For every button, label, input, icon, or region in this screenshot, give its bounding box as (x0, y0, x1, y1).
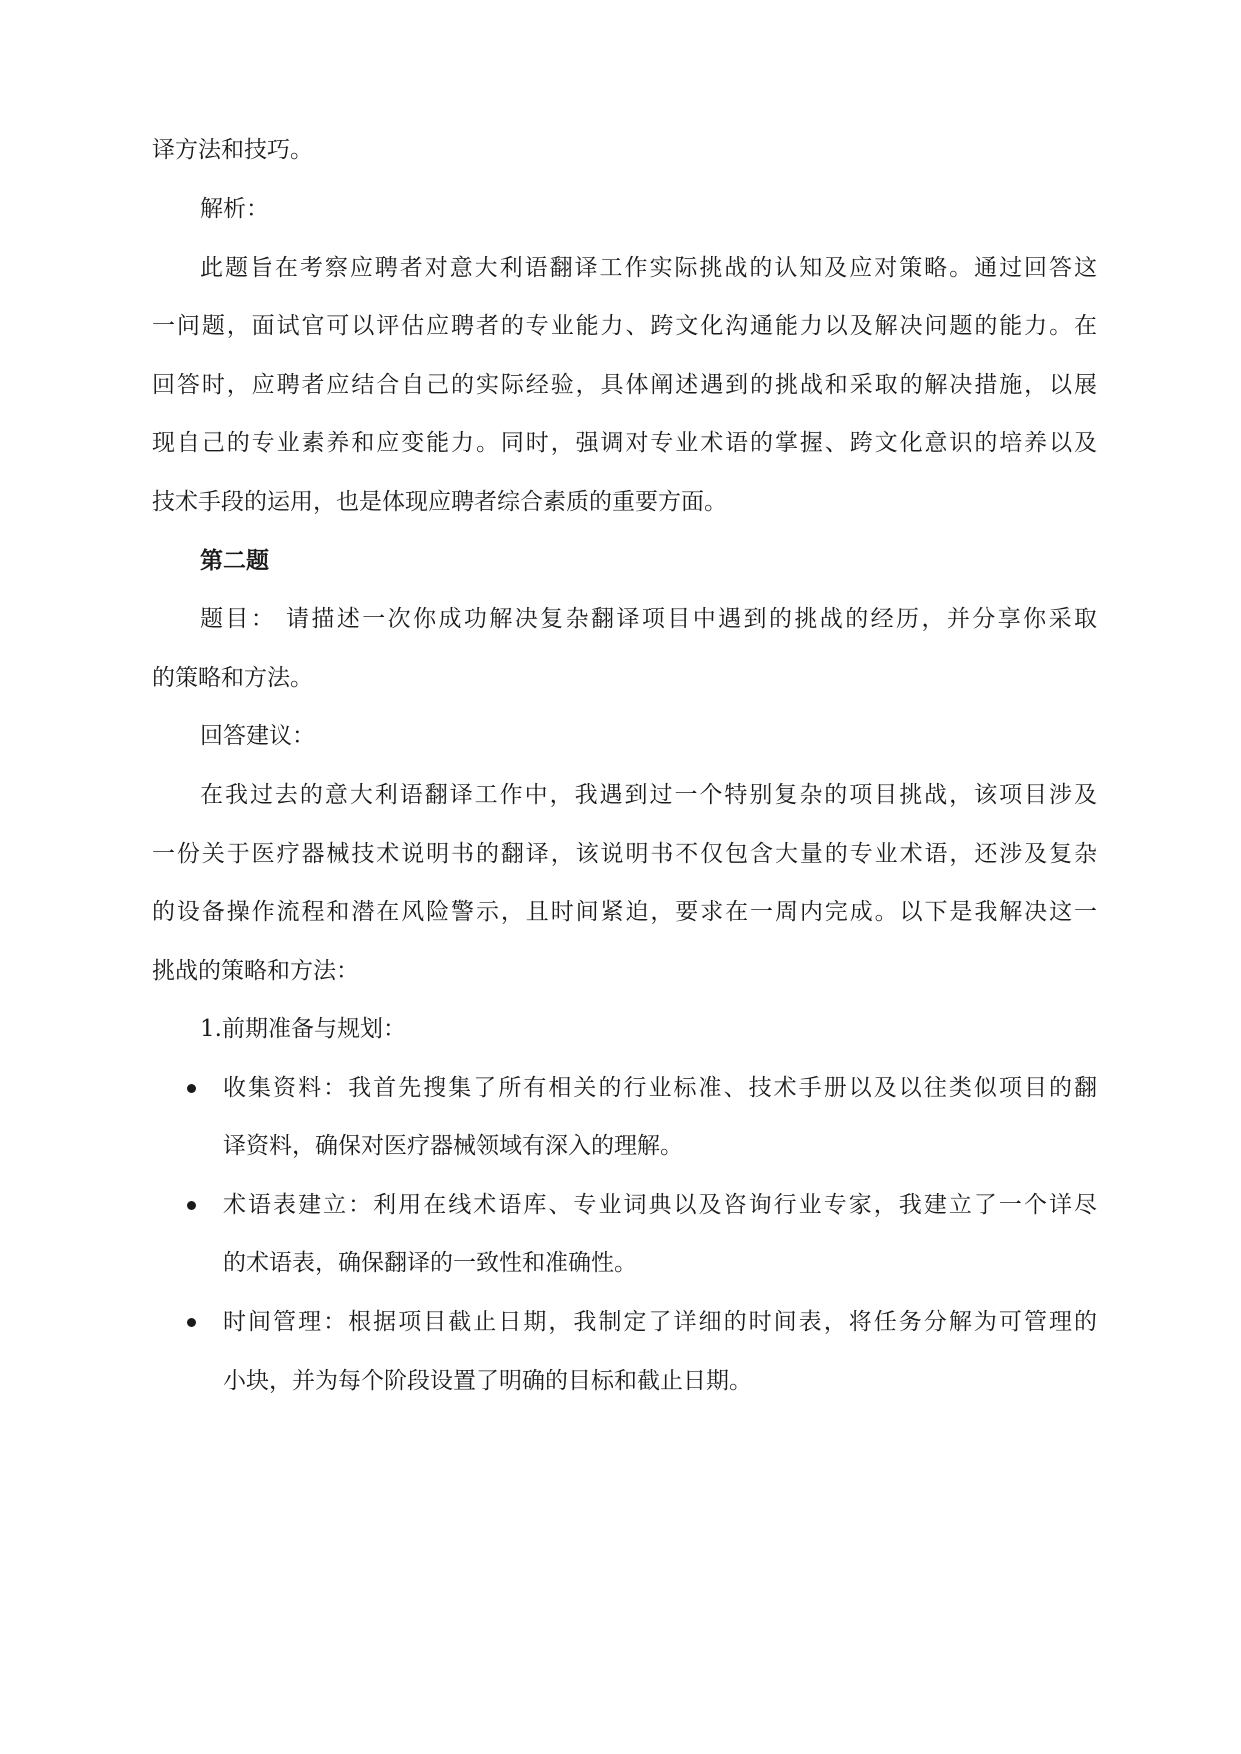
bullet-item-line: 小块，并为每个阶段设置了明确的目标和截止日期。 (223, 1368, 752, 1394)
question-line: 题目： 请描述一次你成功解决复杂翻译项目中遇到的挑战的经历，并分享你采取 (200, 606, 1097, 632)
numbered-item: 1.前期准备与规划： (200, 1016, 406, 1042)
analysis-label: 解析： (200, 196, 269, 222)
paragraph-line: 挑战的策略和方法： (152, 958, 359, 984)
bullet-item-line: 的术语表，确保翻译的一致性和准确性。 (223, 1250, 637, 1276)
bullet-icon (187, 1201, 196, 1210)
bullet-item-line: 术语表建立：利用在线术语库、专业词典以及咨询行业专家，我建立了一个详尽 (223, 1192, 1097, 1218)
paragraph-line: 在我过去的意大利语翻译工作中，我遇到过一个特别复杂的项目挑战，该项目涉及 (200, 782, 1097, 808)
paragraph-line: 的设备操作流程和潜在风险警示，且时间紧迫，要求在一周内完成。以下是我解决这一 (152, 899, 1097, 925)
paragraph-line: 现自己的专业素养和应变能力。同时，强调对专业术语的掌握、跨文化意识的培养以及 (152, 430, 1097, 456)
paragraph-line: 技术手段的运用，也是体现应聘者综合素质的重要方面。 (152, 489, 727, 515)
bullet-icon (187, 1318, 196, 1327)
answer-suggestion-label: 回答建议： (200, 723, 315, 749)
bullet-item-line: 译资料，确保对医疗器械领域有深入的理解。 (223, 1133, 683, 1159)
bullet-item-line: 时间管理：根据项目截止日期，我制定了详细的时间表，将任务分解为可管理的 (223, 1309, 1097, 1335)
paragraph-line: 回答时，应聘者应结合自己的实际经验，具体阐述遇到的挑战和采取的解决措施，以展 (152, 372, 1097, 398)
paragraph-line: 译方法和技巧。 (152, 137, 313, 163)
paragraph-line: 一问题，面试官可以评估应聘者的专业能力、跨文化沟通能力以及解决问题的能力。在 (152, 313, 1097, 339)
bullet-item-line: 收集资料：我首先搜集了所有相关的行业标准、技术手册以及以往类似项目的翻 (223, 1075, 1097, 1101)
paragraph-line: 一份关于医疗器械技术说明书的翻译，该说明书不仅包含大量的专业术语，还涉及复杂 (152, 841, 1097, 867)
paragraph-line: 此题旨在考察应聘者对意大利语翻译工作实际挑战的认知及应对策略。通过回答这 (200, 255, 1097, 281)
question-line: 的策略和方法。 (152, 665, 313, 691)
bullet-icon (187, 1084, 196, 1093)
section-heading: 第二题 (200, 547, 269, 574)
